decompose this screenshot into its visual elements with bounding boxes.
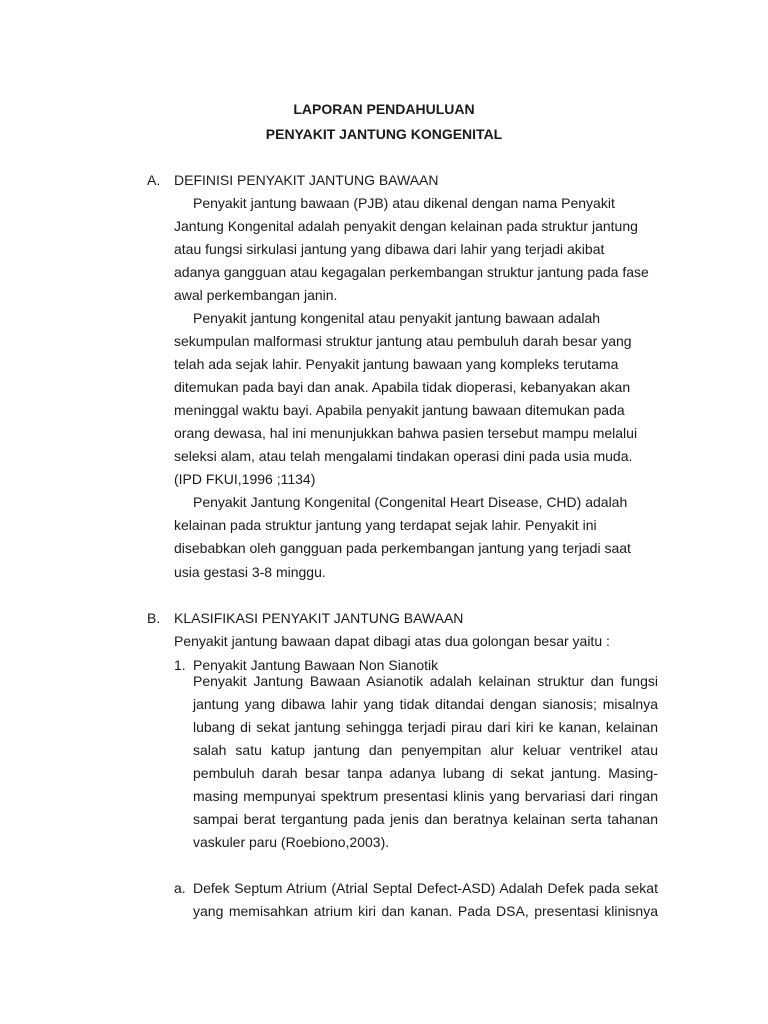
section-a-line: Penyakit Jantung Kongenital (Congenital Heart Disease, CHD) adalah	[193, 494, 628, 510]
section-a-line: Penyakit jantung kongenital atau penyakit jantung bawaan adalah	[193, 310, 601, 326]
section-a-line: meninggal waktu bayi. Apabila penyakit jantung bawaan ditemukan pada	[174, 402, 625, 418]
section-a-line: ditemukan pada bayi dan anak. Apabila tidak dioperasi, kebanyakan akan	[174, 379, 631, 395]
item-1-heading: Penyakit Jantung Bawaan Non Sianotik	[193, 657, 439, 673]
item-1-line: pembuluh darah besar tanpa adanya lubang di sekat jantung. Masing-	[193, 765, 658, 781]
section-a-line: usia gestasi 3-8 minggu.	[174, 564, 326, 580]
section-a-line: Jantung Kongenital adalah penyakit dengan kelainan pada struktur jantung	[174, 218, 638, 234]
item-1-line: lubang di sekat jantung sehingga terjadi pirau dari kiri ke kanan, kelainan	[193, 719, 658, 735]
item-a-line: Defek Septum Atrium (Atrial Septal Defect-ASD) Adalah Defek pada sekat	[193, 880, 658, 896]
section-a-line: awal perkembangan janin.	[174, 287, 338, 303]
section-a-marker: A.	[147, 172, 161, 188]
section-a-line: sekumpulan malformasi struktur jantung atau pembuluh darah besar yang	[174, 333, 632, 349]
section-a-line: atau fungsi sirkulasi jantung yang dibawa dari lahir yang terjadi akibat	[174, 241, 605, 257]
section-a-citation: (IPD FKUI,1996 ;1134)	[174, 471, 316, 487]
section-a-line: adanya gangguan atau kegagalan perkembangan struktur jantung pada fase	[174, 264, 649, 280]
item-1-line: sampai berat tergantung pada jenis dan beratnya kelainan serta tahanan	[193, 811, 658, 827]
section-a-line: kelainan pada struktur jantung yang terdapat sejak lahir. Penyakit ini	[174, 517, 597, 533]
item-1-line: salah satu katup jantung dan penyempitan alur keluar ventrikel atau	[193, 742, 658, 758]
document-subtitle: PENYAKIT JANTUNG KONGENITAL	[265, 126, 503, 142]
section-b-intro: Penyakit jantung bawaan dapat dibagi atas dua golongan besar yaitu :	[174, 633, 610, 649]
item-1-line: jantung yang dibawa lahir yang tidak ditandai dengan sianosis; misalnya	[193, 696, 658, 712]
item-1-line: masing mempunyai spektrum presentasi klinis yang bervariasi dari ringan	[193, 788, 658, 804]
item-1-line: Penyakit Jantung Bawaan Asianotik adalah kelainan struktur dan fungsi	[193, 673, 658, 689]
section-b-marker: B.	[147, 610, 161, 626]
item-1-marker: 1.	[174, 657, 186, 673]
section-a-heading: DEFINISI PENYAKIT JANTUNG BAWAAN	[174, 172, 439, 188]
document-title: LAPORAN PENDAHULUAN	[293, 101, 475, 117]
item-1-citation: vaskuler paru (Roebiono,2003).	[193, 834, 390, 850]
section-a-line: Penyakit jantung bawaan (PJB) atau dikenal dengan nama Penyakit	[193, 195, 615, 211]
section-b-heading: KLASIFIKASI PENYAKIT JANTUNG BAWAAN	[174, 610, 464, 626]
section-a-line: telah ada sejak lahir. Penyakit jantung bawaan yang kompleks terutama	[174, 356, 619, 372]
section-a-line: orang dewasa, hal ini menunjukkan bahwa pasien tersebut mampu melalui	[174, 425, 638, 441]
item-a-marker: a.	[174, 880, 186, 896]
section-a-line: disebabkan oleh gangguan pada perkembangan jantung yang terjadi saat	[174, 540, 631, 556]
item-a-line: yang memisahkan atrium kiri dan kanan. Pada DSA, presentasi klinisnya	[193, 903, 658, 919]
section-a-line: seleksi alam, atau telah mengalami tindakan operasi dini pada usia muda.	[174, 448, 633, 464]
